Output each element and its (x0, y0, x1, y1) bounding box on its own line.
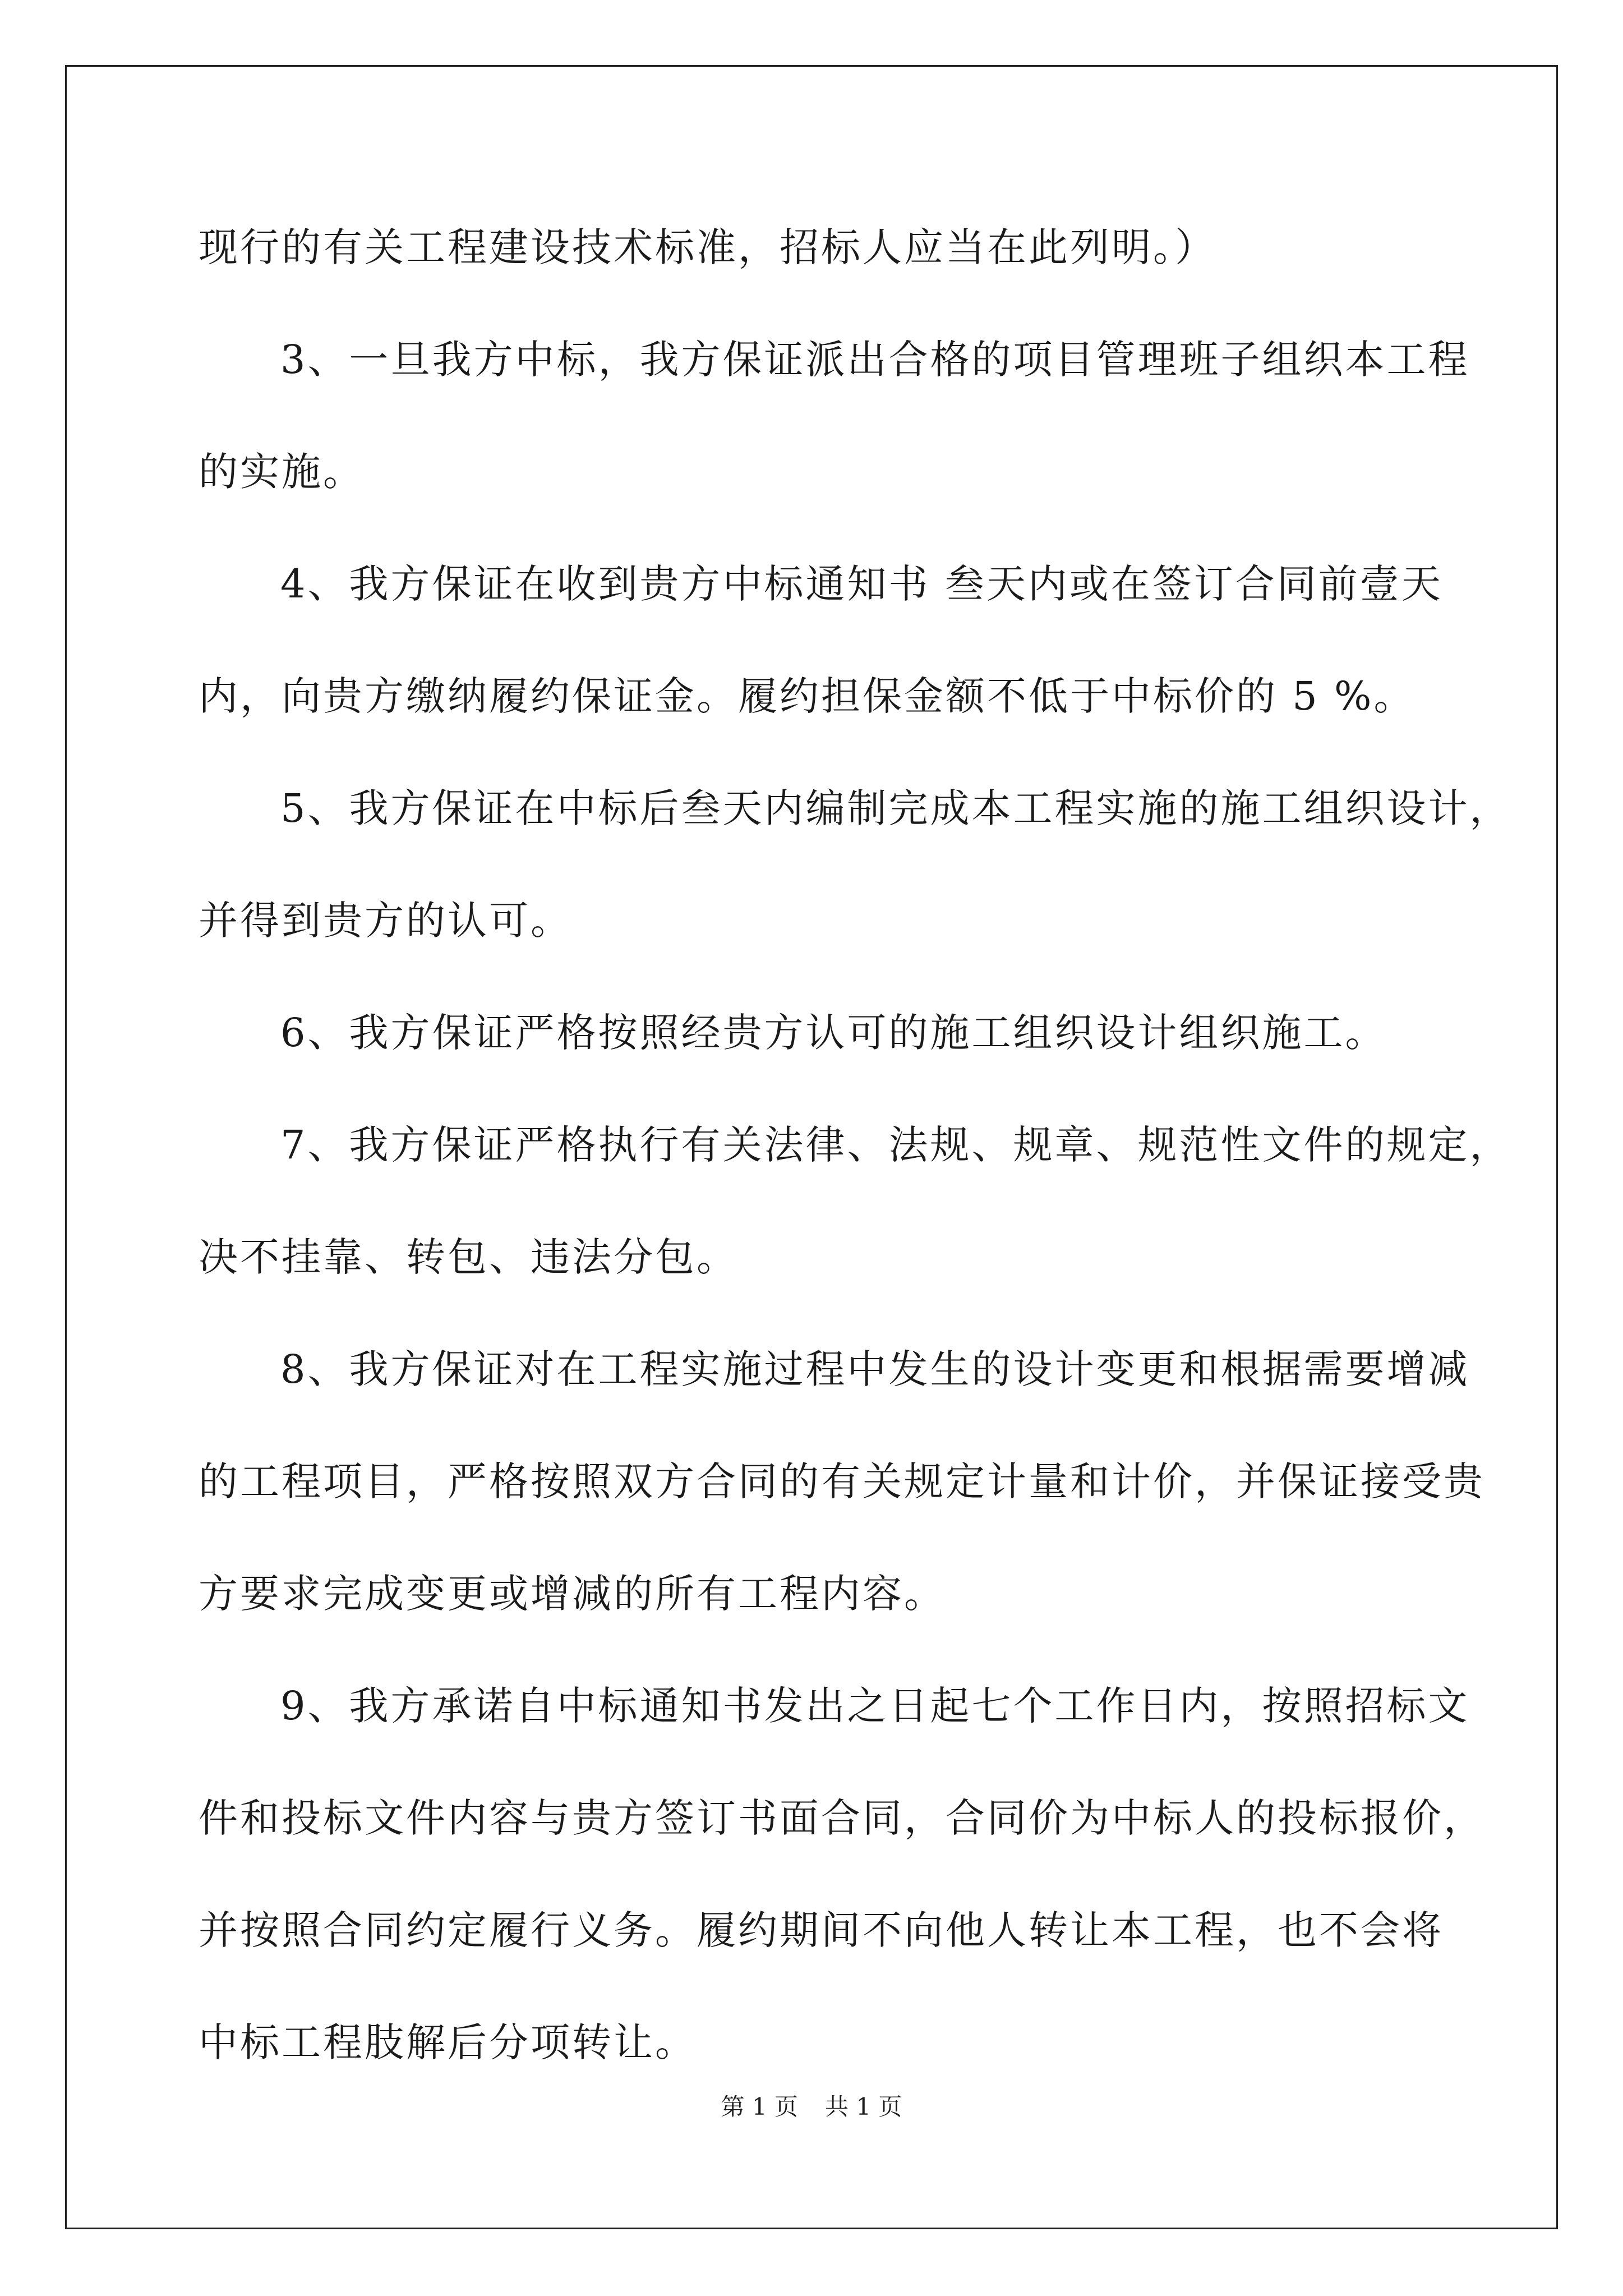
paragraph-9-line-2: 件和投标文件内容与贵方签订书面合同，合同价为中标人的投标报价， (199, 1795, 1485, 1841)
page-footer (0, 2088, 1623, 2122)
paragraph-5-line-2: 并得到贵方的认可。 (199, 898, 572, 944)
paragraph-5-line-1: 5、我方保证在中标后叁天内编制完成本工程实施的施工组织设计， (280, 785, 1511, 831)
paragraph-7-line-1: 7、我方保证严格执行有关法律、法规、规章、规范性文件的规定， (280, 1122, 1511, 1168)
paragraph-4-line-2: 内，向贵方缴纳履约保证金。履约担保金额不低于中标价的 5 %。 (199, 673, 1415, 719)
paragraph-9-line-3: 并按照合同约定履行义务。履约期间不向他人转让本工程，也不会将 (199, 1907, 1444, 1953)
page-number: 第 1 页 (721, 2093, 798, 2120)
paragraph-7-line-2: 决不挂靠、转包、违法分包。 (199, 1234, 738, 1280)
paragraph-9-line-4: 中标工程肢解后分项转让。 (199, 2019, 697, 2065)
text-line: 现行的有关工程建设技术标准，招标人应当在此列明。） (199, 224, 1216, 270)
paragraph-8-line-2: 的工程项目，严格按照双方合同的有关规定计量和计价，并保证接受贵 (199, 1458, 1485, 1504)
paragraph-3-line-2: 的实施。 (199, 449, 365, 495)
paragraph-9-line-1: 9、我方承诺自中标通知书发出之日起七个工作日内，按照招标文 (280, 1683, 1470, 1729)
paragraph-4-line-1: 4、我方保证在收到贵方中标通知书 叁天内或在签订合同前壹天 (280, 561, 1443, 607)
page-total: 共 1 页 (825, 2093, 902, 2120)
paragraph-6-line-1: 6、我方保证严格按照经贵方认可的施工组织设计组织施工。 (280, 1010, 1387, 1056)
paragraph-3-line-1: 3、一旦我方中标，我方保证派出合格的项目管理班子组织本工程 (280, 337, 1470, 383)
paragraph-8-line-3: 方要求完成变更或增减的所有工程内容。 (199, 1571, 946, 1617)
paragraph-8-line-1: 8、我方保证对在工程实施过程中发生的设计变更和根据需要增减 (280, 1346, 1470, 1392)
